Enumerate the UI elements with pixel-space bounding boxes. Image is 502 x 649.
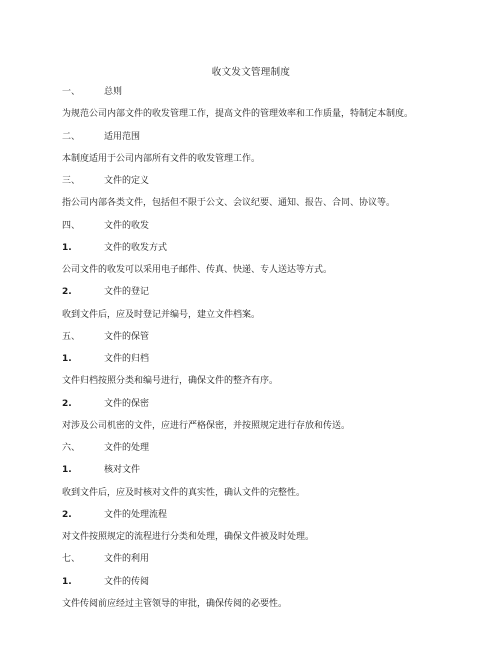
section-heading [62, 396, 149, 409]
section-heading-text: 文件的利用 [104, 554, 150, 565]
section-number: 六、 [62, 443, 81, 453]
paragraph: 对文件按照规定的流程进行分类和处理，确保文件被及时处理。 [62, 532, 315, 542]
section-heading-text: 文件的处理流程 [104, 509, 168, 520]
section-heading [62, 551, 149, 564]
paragraph: 对涉及公司机密的文件，应进行严格保密，并按照规定进行存放和传送。 [62, 420, 351, 431]
section-heading [62, 173, 149, 186]
section-heading [62, 284, 149, 297]
section-heading [62, 507, 167, 520]
paragraph: 为规范公司内部文件的收发管理工作，提高文件的管理效率和工作质量，特制定本制度。 [62, 109, 414, 120]
section-heading [62, 218, 149, 231]
paragraph: 本制度适用于公司内部所有文件的收发管理工作。 [62, 153, 261, 164]
section-heading-text: 适用范围 [104, 131, 141, 142]
section-number: 1. [62, 576, 72, 587]
section-number: 1. [62, 465, 72, 476]
section-heading-text: 文件的收发 [104, 220, 150, 231]
section-number: 三、 [62, 176, 81, 186]
section-heading [62, 440, 149, 453]
section-number: 二、 [62, 131, 81, 142]
section-heading [62, 462, 140, 475]
section-number: 五、 [62, 331, 81, 342]
section-heading [62, 84, 122, 97]
section-heading-text: 文件的登记 [104, 287, 150, 298]
section-heading-text: 文件的定义 [104, 176, 150, 186]
paragraph: 指公司内部各类文件，包括但不限于公文、会议纪要、通知、报告、合同、协议等。 [62, 198, 396, 209]
paragraph: 文件传阅前应经过主管领导的审批，确保传阅的必要性。 [62, 598, 288, 609]
document-title: 收文发文管理制度 [211, 67, 291, 78]
section-number: 2. [62, 398, 72, 409]
section-heading-text: 文件的保密 [104, 398, 150, 409]
section-number: 1. [62, 354, 72, 364]
paragraph: 公司文件的收发可以采用电子邮件、传真、快递、专人送达等方式。 [62, 265, 333, 275]
section-heading [62, 351, 149, 364]
section-heading-text: 总则 [104, 87, 123, 97]
section-heading [62, 329, 149, 342]
section-heading-text: 文件的归档 [104, 354, 150, 364]
section-number: 1. [62, 242, 72, 253]
section-heading-text: 文件的处理 [104, 443, 150, 453]
section-heading-text: 文件的传阅 [104, 576, 150, 587]
paragraph: 收到文件后，应及时核对文件的真实性，确认文件的完整性。 [62, 487, 306, 498]
section-heading-text: 文件的保管 [104, 331, 150, 342]
section-heading-text: 文件的收发方式 [104, 242, 168, 253]
section-heading [62, 240, 167, 253]
paragraph: 收到文件后，应及时登记并编号，建立文件档案。 [62, 309, 261, 320]
paragraph: 文件归档按照分类和编号进行，确保文件的整齐有序。 [62, 376, 279, 387]
section-heading [62, 574, 149, 587]
section-number: 2. [62, 509, 72, 520]
section-number: 四、 [62, 220, 81, 231]
section-number: 一、 [62, 87, 81, 97]
section-heading [62, 129, 140, 142]
section-number: 七、 [62, 554, 81, 565]
section-number: 2. [62, 287, 72, 298]
section-heading-text: 核对文件 [104, 465, 141, 476]
